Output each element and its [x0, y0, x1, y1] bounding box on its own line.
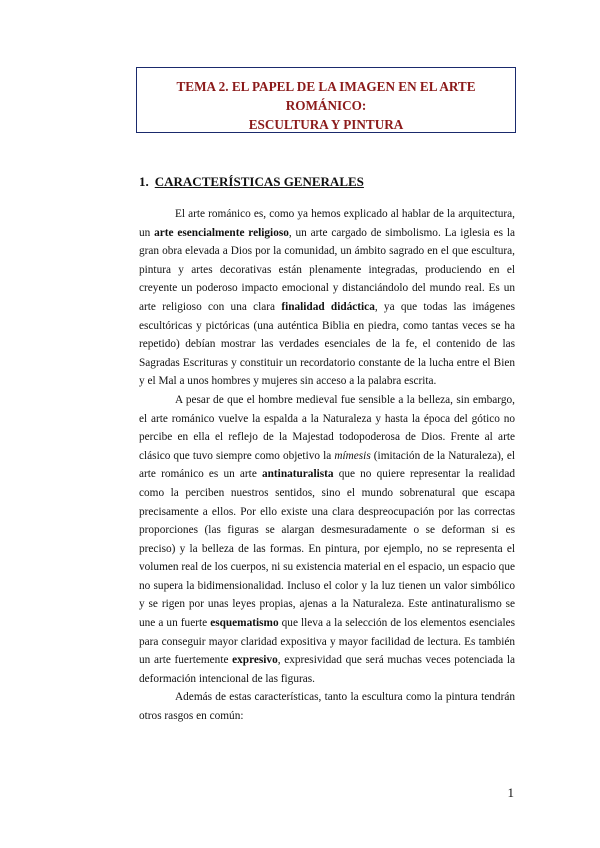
emphasis-didactic: finalidad didáctica — [281, 300, 375, 313]
text-run: El arte románico es, como ya hemos explicado al hablar de la arquitectura, un — [139, 208, 515, 239]
title-line-1: TEMA 2. EL PAPEL DE LA IMAGEN EN EL ARTE ROMÁNICO: — [176, 79, 476, 113]
emphasis-esquematismo: esquematismo — [210, 617, 279, 630]
title-box — [136, 67, 516, 133]
emphasis-religious: arte esencialmente religioso — [154, 226, 289, 239]
emphasis-antinaturalista: antinaturalista — [261, 468, 334, 481]
body-text — [139, 205, 515, 726]
paragraph-2 — [139, 391, 515, 689]
paragraph-3: Además de estas características, tanto la escultura como la pintura tendrán otros rasgos en común: — [139, 691, 515, 723]
emphasis-mimesis: mímesis — [334, 449, 371, 462]
text-run: (imitación de la Naturaleza), el arte románico es un arte — [139, 449, 515, 481]
text-run: , un arte cargado de simbolismo. La iglesia es la gran obra elevada a Dios por la comunidad, un ámbito sagrado en el que escultura, pintura y artes decorativas están plenamente integradas, produciendo en el creyente un poderoso impacto emocional y distanciándolo del mundo real. Es un arte religioso con una clara — [139, 226, 515, 313]
text-run: , expresividad que será muchas veces potenciada la deformación intencional de las figuras. — [139, 654, 515, 685]
text-run: A pesar de que el hombre medieval fue sensible a la belleza, sin embargo, el arte románico vuelve la espalda a la Naturaleza y hasta la época del gótico no percibe en ella el reflejo de la Majestad todopoderosa de Dios. Frente al arte clásico que tuvo siempre como objetivo la — [139, 393, 515, 462]
section-heading-text: CARACTERÍSTICAS GENERALES — [154, 174, 364, 189]
title-line-2: ESCULTURA Y PINTURA — [248, 117, 404, 132]
section-heading — [139, 174, 364, 190]
paragraph-1 — [139, 205, 515, 391]
page-number: 1 — [507, 785, 514, 800]
text-run: , ya que todas las imágenes escultóricas y pictóricas (una auténtica Biblia en piedra, como tantas veces se ha repetido) debían mostrar las verdades esenciales de la fe, el contenido de las Sagradas Escrituras y constituir un recordatorio constante de la lucha entre el Bien y el Mal a unos hombres y mujeres sin acceso a la palabra escrita. — [139, 300, 515, 388]
section-number: 1. — [139, 174, 149, 189]
text-run: que no quiere representar la realidad como la perciben nuestros sentidos, sino el mundo sobrenatural que escapa precisamente a ellos. Por ello existe una clara despreocupación por las correctas proporciones (las figuras se alargan desmesuradamente o se deforman si es preciso) y la belleza de las formas. En pintura, por ejemplo, no se representa el volumen real de los cuerpos, ni su existencia material en el espacio, un espacio que no supera la bidimensionalidad. Incluso el color y la luz tienen un valor simbólico y se rigen por unas leyes propias, ajenas a la Naturaleza. Este antinaturalismo se une a un fuerte — [139, 468, 515, 630]
emphasis-expresivo: expresivo — [232, 654, 278, 667]
text-run: que lleva a la selección de los elementos esenciales para conseguir mayor claridad expositiva y mayor facilidad de lectura. Es también un arte fuertemente — [139, 617, 515, 667]
